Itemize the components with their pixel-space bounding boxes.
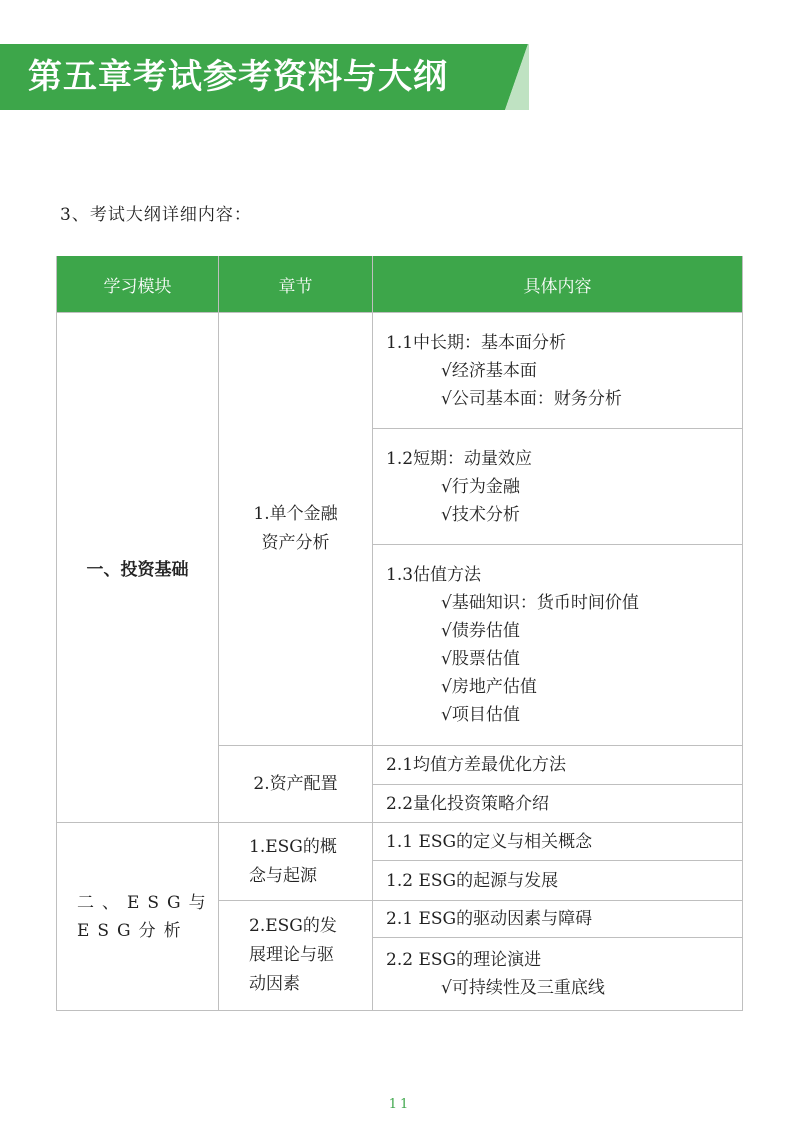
content-cell [373, 545, 743, 746]
outline-table [56, 256, 743, 1011]
content-cell [373, 429, 743, 545]
chapter-line: 资产分析 [261, 533, 330, 553]
chapter-line: 展理论与驱 [249, 945, 334, 965]
content-title: 2.2 ESG的理论演进 [386, 950, 542, 970]
chapter-line: 1.ESG的概 [249, 836, 337, 857]
chapter-cell [219, 901, 373, 1011]
content-item: √技术分析 [441, 504, 520, 525]
module-line: ESG分析 [77, 920, 189, 941]
table-row [57, 823, 743, 861]
content-item: √行为金融 [441, 476, 520, 497]
table-row [57, 313, 743, 429]
content-item: √公司基本面：财务分析 [441, 388, 622, 409]
section-heading: 3、考试大纲详细内容： [60, 205, 252, 225]
module-line: 二、ESG与 [77, 892, 214, 913]
table-header-row [57, 256, 743, 313]
module-cell: 一、投资基础 [57, 313, 219, 823]
header-chapter: 章节 [219, 256, 373, 313]
chapter-cell [219, 313, 373, 746]
page-number: 11 [388, 1097, 412, 1112]
chapter-cell: 2.资产配置 [219, 746, 373, 823]
content-title: 1.2短期：动量效应 [386, 448, 533, 469]
header-content: 具体内容 [373, 256, 743, 313]
content-item: √债券估值 [441, 621, 520, 641]
content-item: √股票估值 [441, 649, 520, 669]
chapter-line: 2.ESG的发 [249, 916, 337, 936]
content-title: 1.3估值方法 [386, 565, 482, 585]
content-item: √基础知识：货币时间价值 [441, 593, 639, 613]
content-cell: 2.1均值方差最优化方法 [373, 746, 743, 785]
content-cell: 2.2量化投资策略介绍 [373, 785, 743, 823]
header-module: 学习模块 [57, 256, 219, 313]
content-item: √经济基本面 [441, 360, 537, 381]
content-cell [373, 938, 743, 1011]
chapter-line: 动因素 [249, 974, 300, 994]
module-cell [57, 823, 219, 1011]
content-item: √房地产估值 [441, 677, 537, 697]
chapter-cell [219, 823, 373, 901]
content-title: 1.1中长期：基本面分析 [386, 332, 567, 353]
content-item: √项目估值 [441, 705, 520, 725]
content-cell: 2.1 ESG的驱动因素与障碍 [373, 901, 743, 938]
content-cell: 1.1 ESG的定义与相关概念 [373, 823, 743, 861]
content-item: √可持续性及三重底线 [441, 978, 605, 998]
chapter-line: 念与起源 [249, 865, 317, 886]
content-cell [373, 313, 743, 429]
chapter-line: 1.单个金融 [253, 504, 338, 524]
content-cell: 1.2 ESG的起源与发展 [373, 861, 743, 901]
page-title: 第五章考试参考资料与大纲 [28, 57, 448, 97]
